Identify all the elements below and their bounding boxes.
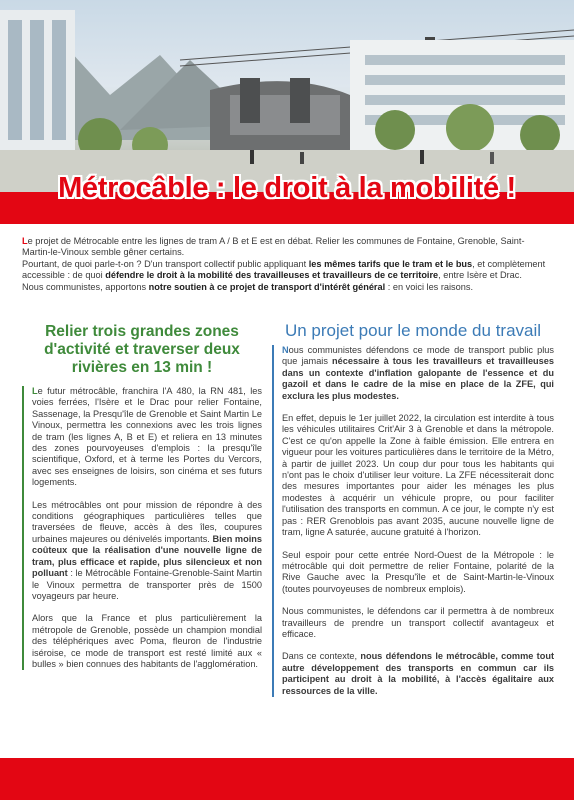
intro-text: Pourtant, de quoi parle-t-on ? D'un transport collectif public appliquant [22,258,309,269]
left-column [22,386,262,670]
intro-emphasis: notre soutien à ce projet de transport d'intérêt général [148,281,386,292]
right-paragraph-1 [282,345,554,402]
right-text: Dans ce contexte, [282,651,361,662]
right-paragraph-2: En effet, depuis le 1er juillet 2022, la circulation est interdite à tous les véhicules utilitaires Crit'Air 3 à Grenoble et dans la métropole. C'est ce qu'on appelle la Zone à faible émission. Elle entrera en vigueur pour les voitures particulières dans le territoire de la Métro, à partir de juillet 2023. Un coup dur pour tous les habitants qui n'ont pas le choix d'utiliser leur voiture. La ZFE nécessiterait donc des mesures importantes pour aider les ménages les plus modestes à acquérir un véhicule propre, ou pour faciliter l'utilisation des transports en commun. A ce jour, le compte n'y est pas : RER Grenoblois pas avant 2035, aucune nouvelle ligne de tram, ligne A saturée, aucune gratuité à l'horizon. [282,413,554,538]
right-column-title: Un projet pour le monde du travail [284,321,542,340]
intro-text: , et complètement accessible : de quoi [22,258,546,281]
left-paragraph-1 [32,386,262,489]
right-paragraph-5 [282,651,554,697]
left-paragraph-2 [32,500,262,603]
left-column-title: Relier trois grandes zones d'activité et traverser deux rivières en 13 min ! [44,323,240,376]
intro-text: , entre Isère et Drac. [438,270,522,281]
intro-paragraph-1 [22,236,552,259]
left-text: Les métrocâbles ont pour mission de répondre à des conditions géographiques particulières telles que traversées de fleuve, accès à des îles, coupures urbaines majeures ou dénivelés importants. [32,499,262,544]
intro-text: Nous communistes, apportons [22,281,149,292]
right-emphasis: nous défendons le métrocâble, comme tout autre développement des transports en commun car ils participent au droit à la mobilité, à l'accès égalitaire aux ressources de la ville. [282,651,554,696]
intro [22,236,552,293]
right-paragraph-4: Nous communistes, le défendons car il permettra à de nombreux travailleurs de prendre un transport collectif avantageux et efficace. [282,606,554,639]
right-emphasis: nécessaire à tous les travailleurs et travailleuses dans un contexte d'inflation galopante de l'essence et du gazoil et dans le cadre de la mise en place de la ZFE, qui exclura les plus modestes. [282,356,555,401]
headline: Métrocâble : le droit à la mobilité ! [58,172,516,204]
left-text: e futur métrocâble, franchira l'A 480, la RN 481, les voies ferrées, l'Isère et le Drac pour relier Fontaine, Sassenage, la Presqu'île de Grenoble et Saint Martin Le Vinoux, permettra les connexions avec les trois lignes de tram (les lignes A, B et E) et reliera en 13 minutes des zones pourvoyeuses d'emplois : la presqu'île scientifique, Oxford, et à terme les Portes du Vercors, avec ses enseignes de loisirs, son cinéma et ses futurs logements. [32,386,262,488]
left-emphasis: Bien moins coûteux que la réalisation d'une nouvelle ligne de tram, plus efficace et rapide, plus silencieux et non polluant [32,533,262,579]
right-text: ous communistes défendons ce mode de transport public plus que jamais [282,345,554,367]
right-column [272,345,554,697]
footer-band [0,758,574,800]
left-text: : le Métrocâble Fontaine-Grenoble-Saint Martin le Vinoux permettra de transporter près de 1500 voyageurs par heure. [32,568,262,601]
intro-emphasis: défendre le droit à la mobilité des travailleuses et travailleurs de ce territoire [105,270,439,281]
cable-car-city-rendering [0,0,574,192]
right-paragraph-3: Seul espoir pour cette entrée Nord-Ouest de la Métropole : le métrocâble qui doit permettre de relier Fontaine, polarité de la Rive Gauche avec la Presqu'île et de Saint-Martin-le-Vinoux (toutes pourvoyeuses de nombreux emplois). [282,549,554,594]
left-paragraph-3: Alors que la France et plus particulièrement la métropole de Grenoble, possède un champion mondial des téléphériques avec Poma, fleuron de l'industrie iséroise, ce mode de transport est resté limité aux « bulles » bien connues des habitants de l'agglomération. [32,613,262,669]
intro-paragraph-2 [22,259,552,282]
drop-cap: L [32,386,38,396]
drop-cap: L [22,236,28,246]
drop-cap: N [282,345,289,355]
intro-text: e projet de Métrocable entre les lignes de tram A / B et E est en débat. Relier les communes de Fontaine, Grenoble, Saint-Martin-le-Vinoux semble gêner certains. [22,236,525,258]
intro-text: : en voici les raisons. [385,281,474,292]
hero-image [0,0,574,192]
intro-emphasis: les mêmes tarifs que le tram et le bus [308,258,473,269]
intro-paragraph-3 [22,282,552,293]
